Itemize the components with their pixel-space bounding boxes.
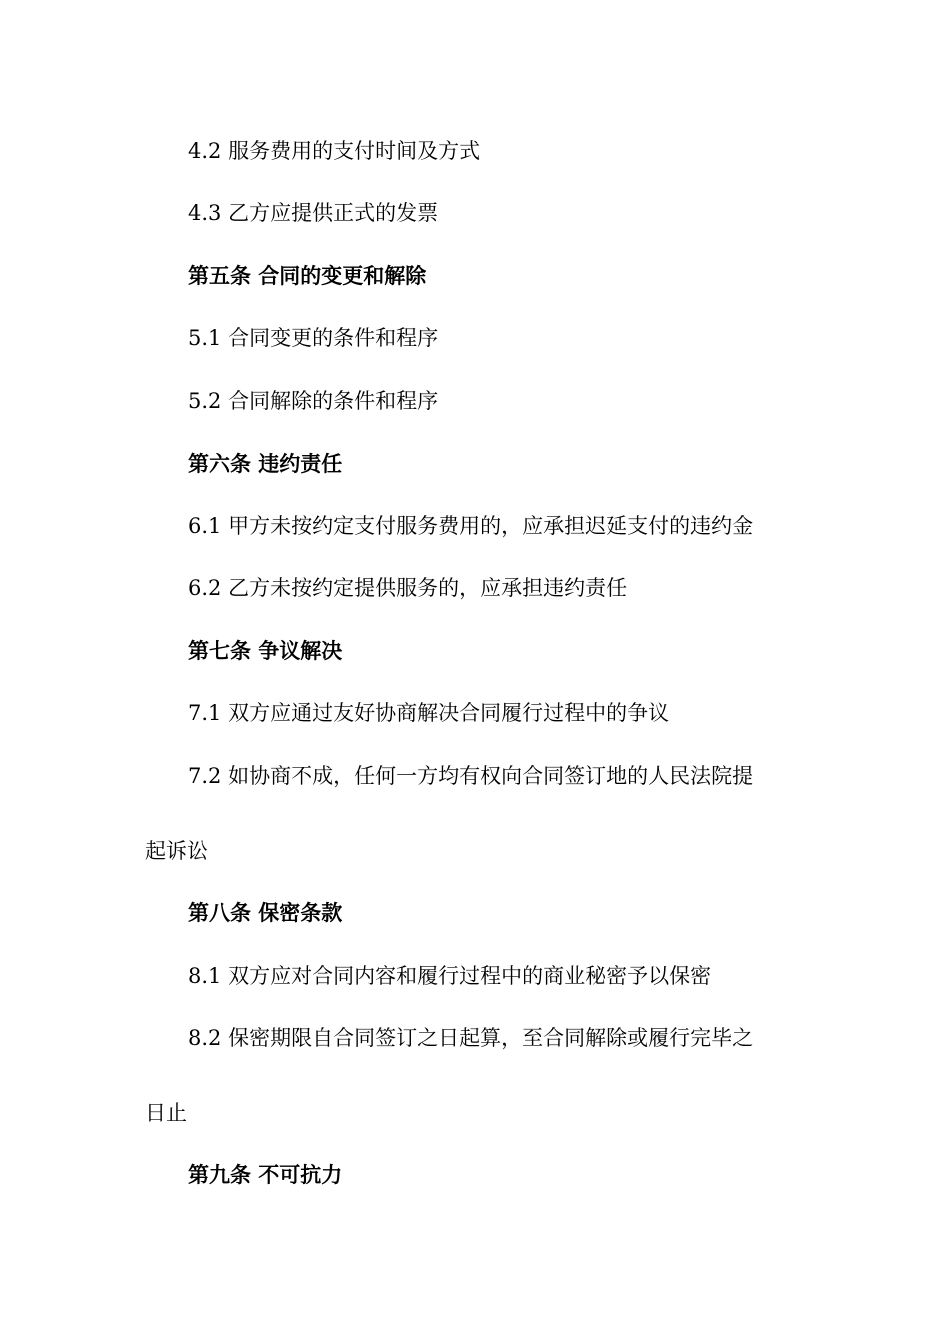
clause-6-2: 6.2 乙方未按约定提供服务的，应承担违约责任 <box>188 576 628 600</box>
clause-5-1: 5.1 合同变更的条件和程序 <box>188 326 439 350</box>
clause-8-2-continued: 日止 <box>145 1101 187 1125</box>
clause-7-2: 7.2 如协商不成，任何一方均有权向合同签订地的人民法院提 <box>188 764 754 788</box>
article-8-heading: 第八条 保密条款 <box>188 901 343 925</box>
clause-8-1: 8.1 双方应对合同内容和履行过程中的商业秘密予以保密 <box>188 964 712 988</box>
clause-4-2: 4.2 服务费用的支付时间及方式 <box>188 139 481 163</box>
article-6-heading: 第六条 违约责任 <box>188 452 343 476</box>
clause-7-1: 7.1 双方应通过友好协商解决合同履行过程中的争议 <box>188 701 670 725</box>
clause-7-2-continued: 起诉讼 <box>145 839 208 863</box>
clause-6-1: 6.1 甲方未按约定支付服务费用的，应承担迟延支付的违约金 <box>188 514 754 538</box>
article-9-heading: 第九条 不可抗力 <box>188 1163 343 1187</box>
clause-5-2: 5.2 合同解除的条件和程序 <box>188 389 439 413</box>
clause-8-2: 8.2 保密期限自合同签订之日起算，至合同解除或履行完毕之 <box>188 1026 754 1050</box>
article-5-heading: 第五条 合同的变更和解除 <box>188 264 427 288</box>
article-7-heading: 第七条 争议解决 <box>188 639 343 663</box>
clause-4-3: 4.3 乙方应提供正式的发票 <box>188 201 439 225</box>
